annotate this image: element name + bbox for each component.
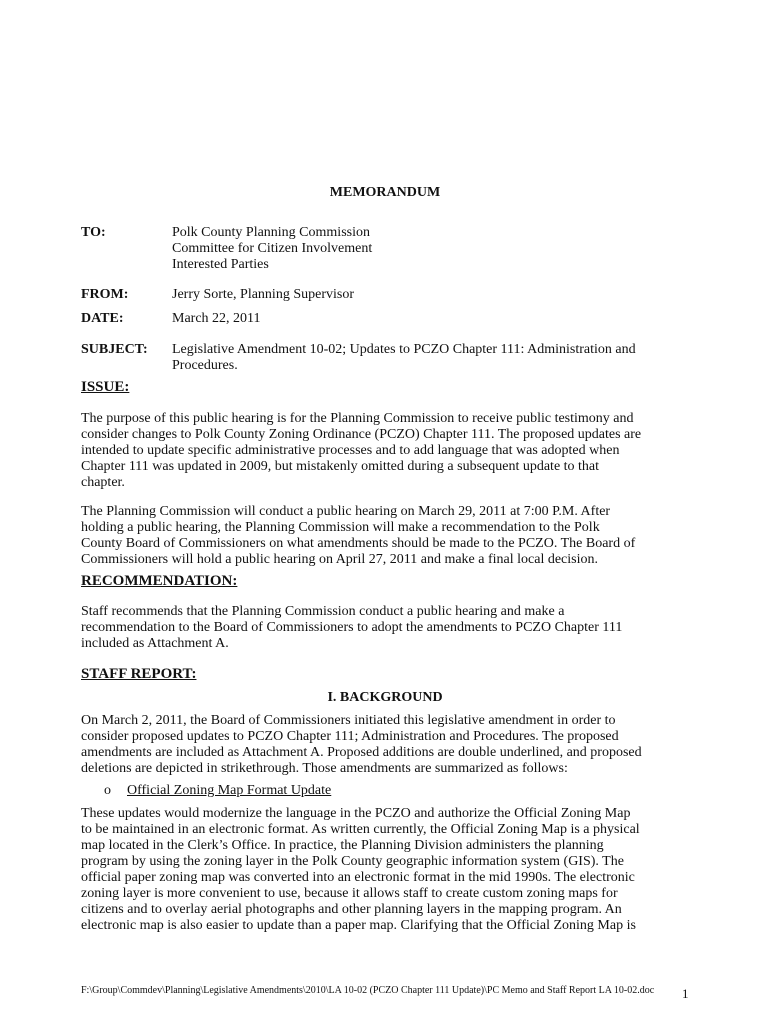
text-line: map located in the Clerk’s Office. In practice, the Planning Division administers the planning <box>81 838 604 853</box>
text-line: intended to update specific administrative processes and to add language that was adopted when <box>81 443 620 458</box>
from-value: Jerry Sorte, Planning Supervisor <box>172 287 354 302</box>
text-line: County Board of Commissioners on what amendments should be made to the PCZO. The Board of <box>81 536 636 551</box>
text-line: Chapter 111 was updated in 2009, but mistakenly omitted during a subsequent update to that <box>81 459 600 474</box>
text-line: electronic map is also easier to update than a paper map. Clarifying that the Official Zoning Map is <box>81 918 636 933</box>
background-heading: I. BACKGROUND <box>327 690 443 705</box>
text-line: to be maintained in an electronic format. As written currently, the Official Zoning Map is a physical <box>81 822 640 837</box>
text-line: amendments are included as Attachment A. Proposed additions are double underlined, and proposed <box>81 745 642 760</box>
text-line: Commissioners will hold a public hearing on April 27, 2011 and make a final local decision. <box>81 552 598 567</box>
text-line: deletions are depicted in strikethrough. Those amendments are summarized as follows: <box>81 761 568 776</box>
memo-title: MEMORANDUM <box>329 185 441 200</box>
text-line: citizens and to overlay aerial photographs and other planning layers in the mapping program. An <box>81 902 622 917</box>
to-recipients <box>172 225 372 273</box>
issue-heading: ISSUE: <box>81 379 130 395</box>
background-paragraph-1 <box>81 713 693 777</box>
text-line: consider proposed updates to PCZO Chapter 111; Administration and Procedures. The proposed <box>81 729 619 744</box>
from-label: FROM: <box>81 287 129 302</box>
text-line: zoning layer is more convenient to use, because it allows staff to create custom zoning maps for <box>81 886 618 901</box>
text-line: recommendation to the Board of Commissioners to adopt the amendments to PCZO Chapter 111 <box>81 620 623 635</box>
text-line: holding a public hearing, the Planning Commission will make a recommendation to the Polk <box>81 520 600 535</box>
text-line: chapter. <box>81 475 125 490</box>
to-line: Committee for Citizen Involvement <box>172 241 373 256</box>
text-line: official paper zoning map was converted into an electronic format in the mid 1990s. The electronic <box>81 870 635 885</box>
recommendation-heading: RECOMMENDATION: <box>81 573 238 589</box>
subject-value <box>172 342 636 374</box>
page-number: 1 <box>682 986 689 1001</box>
issue-paragraph-1 <box>81 411 693 491</box>
recommendation-paragraph <box>81 604 693 652</box>
to-line: Interested Parties <box>172 257 269 272</box>
issue-paragraph-2 <box>81 504 693 568</box>
text-line: The purpose of this public hearing is for the Planning Commission to receive public testimony and <box>81 411 634 426</box>
text-line: consider changes to Polk County Zoning Ordinance (PCZO) Chapter 111. The proposed updates are <box>81 427 642 442</box>
subject-line: Procedures. <box>172 358 238 373</box>
text-line: program by using the zoning layer in the Polk County geographic information system (GIS). The <box>81 854 624 869</box>
text-line: included as Attachment A. <box>81 636 229 651</box>
to-line: Polk County Planning Commission <box>172 225 370 240</box>
text-line: These updates would modernize the language in the PCZO and authorize the Official Zoning Map <box>81 806 631 821</box>
bullet-item-official-zoning-map: Official Zoning Map Format Update <box>127 783 332 798</box>
staff-report-heading: STAFF REPORT: <box>81 666 197 682</box>
bullet-marker: o <box>104 783 111 798</box>
to-label: TO: <box>81 225 106 240</box>
date-value: March 22, 2011 <box>172 311 261 326</box>
text-line: Staff recommends that the Planning Commission conduct a public hearing and make a <box>81 604 565 619</box>
subject-label: SUBJECT: <box>81 342 148 357</box>
footer-file-path: F:\Group\Commdev\Planning\Legislative Amendments\2010\LA 10-02 (PCZO Chapter 111 Update)\PC Memo and Staff Report LA 10-02.doc <box>81 985 655 996</box>
background-paragraph-2 <box>81 806 693 934</box>
date-label: DATE: <box>81 311 124 326</box>
text-line: On March 2, 2011, the Board of Commissioners initiated this legislative amendment in order to <box>81 713 616 728</box>
text-line: The Planning Commission will conduct a public hearing on March 29, 2011 at 7:00 P.M. After <box>81 504 611 519</box>
subject-line: Legislative Amendment 10-02; Updates to PCZO Chapter 111: Administration and <box>172 342 636 357</box>
